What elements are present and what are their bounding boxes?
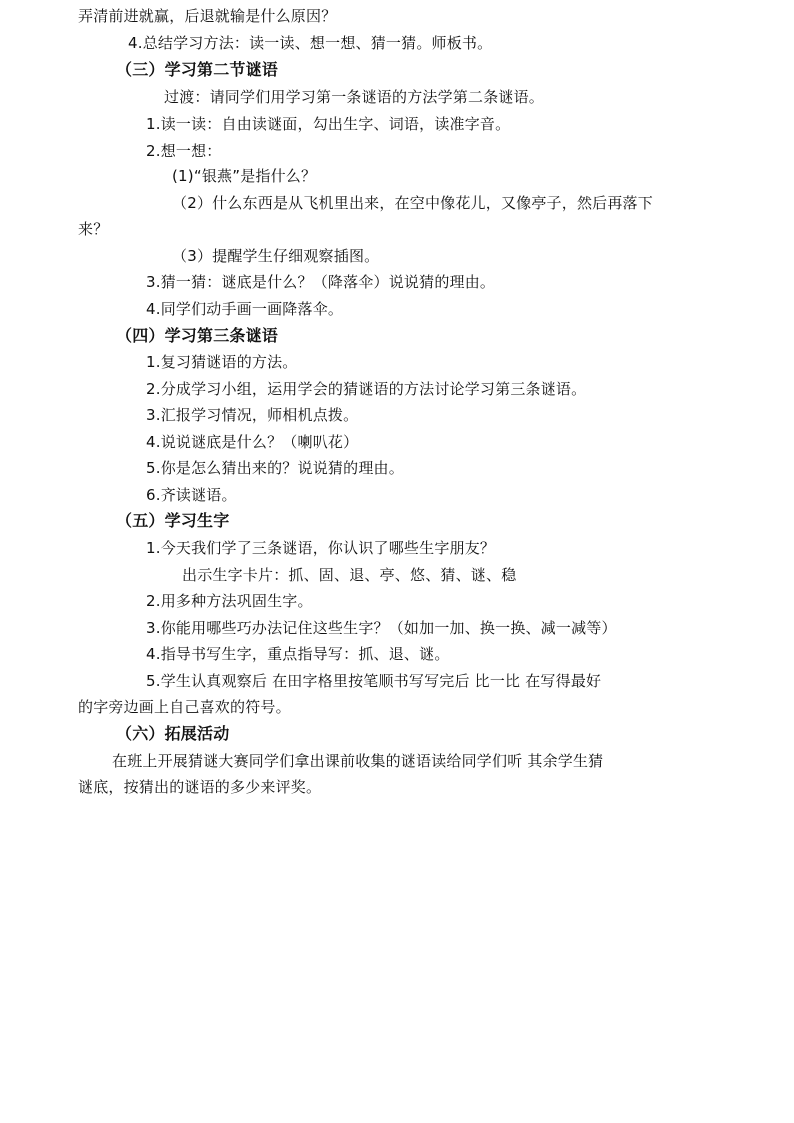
sub-item: (1)“银燕”是指什么？: [172, 167, 317, 185]
paragraph-line: 在班上开展猜谜大赛同学们拿出课前收集的谜语读给同学们听 其余学生猜: [112, 752, 604, 770]
step-item: 4.说说谜底是什么？（喇叭花）: [146, 433, 359, 451]
step-item: 3.你能用哪些巧办法记住这些生字？（如加一加、换一换、减一减等）: [146, 619, 617, 637]
step-item: 6.齐读谜语。: [146, 486, 237, 504]
step-item: 5.学生认真观察后 在田字格里按笔顺书写写完后 比一比 在写得最好: [146, 672, 602, 690]
step-item: 3.汇报学习情况，师相机点拨。: [146, 406, 359, 424]
character-card-line: 出示生字卡片：抓、固、退、亭、悠、猜、谜、稳: [182, 566, 517, 584]
step-item: 2.想一想：: [146, 142, 222, 160]
sub-item: （3）提醒学生仔细观察插图。: [172, 247, 380, 265]
transition-line: 过渡：请同学们用学习第一条谜语的方法学第二条谜语。: [164, 88, 545, 106]
step-item-continuation: 的字旁边画上自己喜欢的符号。: [78, 698, 291, 716]
section-heading: （五）学习生字: [116, 511, 230, 530]
step-item: 5.你是怎么猜出来的？说说猜的理由。: [146, 459, 404, 477]
step-item: 1.读一读：自由读谜面，勾出生字、词语，读准字音。: [146, 115, 511, 133]
step-item: 2.分成学习小组，运用学会的猜谜语的方法讨论学习第三条谜语。: [146, 380, 587, 398]
step-item: 1.复习猜谜语的方法。: [146, 353, 298, 371]
step-item: 3.猜一猜：谜底是什么？（降落伞）说说猜的理由。: [146, 273, 496, 291]
section-heading: （四）学习第三条谜语: [116, 326, 279, 345]
section-heading: （三）学习第二节谜语: [116, 60, 279, 79]
sub-item: （2）什么东西是从飞机里出来，在空中像花儿，又像亭子，然后再落下: [172, 194, 653, 212]
section-heading: （六）拓展活动: [116, 724, 230, 743]
step-item: 2.用多种方法巩固生字。: [146, 592, 313, 610]
sub-item-continuation: 来？: [78, 220, 109, 238]
paragraph-continuation: 谜底，按猜出的谜语的多少来评奖。: [78, 778, 322, 796]
step-item: 1.今天我们学了三条谜语，你认识了哪些生字朋友？: [146, 539, 496, 557]
step-item: 4.同学们动手画一画降落伞。: [146, 300, 344, 318]
paragraph-line: 弄清前进就赢，后退就输是什么原因？: [78, 7, 337, 25]
step-item: 4.总结学习方法：读一读、想一想、猜一猜。师板书。: [128, 34, 493, 52]
step-item: 4.指导书写生字，重点指导写：抓、退、谜。: [146, 645, 450, 663]
